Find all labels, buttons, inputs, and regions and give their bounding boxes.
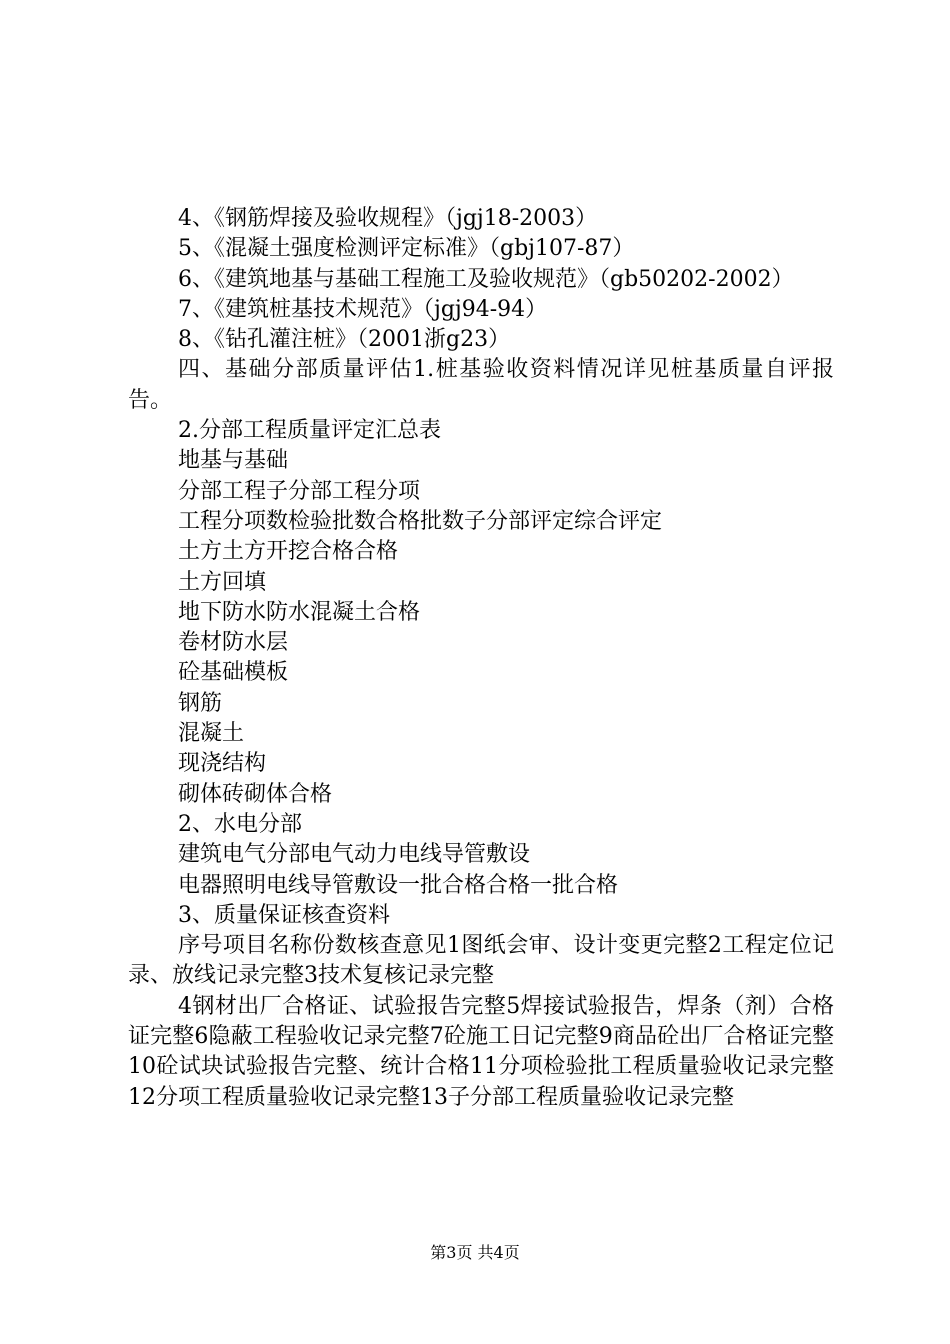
paragraph-15: 砼基础模板 — [178, 660, 289, 686]
paragraph-1: 4、《钢筋焊接及验收规程》（jgj18-2003） — [178, 206, 598, 231]
paragraph-17: 混凝土 — [178, 721, 245, 747]
paragraph-4: 7、《建筑桩基技术规范》（jgj94-94） — [178, 296, 548, 322]
paragraph-22: 电器照明电线导管敷设一批合格合格一批合格 — [178, 872, 619, 898]
document-body — [128, 204, 834, 1113]
paragraph-10: 工程分项数检验批数合格批数子分部评定综合评定 — [178, 508, 663, 534]
paragraph-9: 分部工程子分部工程分项 — [178, 478, 421, 504]
paragraph-18: 现浇结构 — [178, 751, 267, 777]
paragraph-21: 建筑电气分部电气动力电线导管敷设 — [178, 842, 531, 868]
paragraph-23: 3、质量保证核查资料 — [178, 902, 390, 928]
page-number-label: 第3页 共4页 — [430, 1243, 520, 1262]
paragraph-7: 2.分部工程质量评定汇总表 — [178, 418, 441, 444]
paragraph-25: 4钢材出厂合格证、试验报告完整5焊接试验报告，焊条（剂）合格证完整6隐蔽工程验收记录完整7砼施工日记完整9商品砼出厂合格证完整10砼试块试验报告完整、统计合格11分项检验批工程质量验收记录完整12分项工程质量验收记录完整13子分部工程质量验收记录完整 — [128, 993, 834, 1110]
paragraph-16: 钢筋 — [178, 690, 223, 716]
paragraph-5: 8、《钻孔灌注桩》（2001浙g23） — [178, 327, 511, 353]
paragraph-3: 6、《建筑地基与基础工程施工及验收规范》（gb50202-2002） — [178, 266, 794, 292]
paragraph-24: 序号项目名称份数核查意见1图纸会审、设计变更完整2工程定位记录、放线记录完整3技术复核记录完整 — [128, 933, 834, 989]
paragraph-19: 砌体砖砌体合格 — [178, 781, 333, 807]
paragraph-20: 2、水电分部 — [178, 811, 302, 837]
paragraph-11: 土方土方开挖合格合格 — [178, 539, 399, 565]
paragraph-6: 四、基础分部质量评估1.桩基验收资料情况详见桩基质量自评报告。 — [128, 357, 834, 413]
paragraph-13: 地下防水防水混凝土合格 — [178, 599, 421, 625]
paragraph-2: 5、《混凝土强度检测评定标准》（gbj107-87） — [178, 236, 635, 262]
paragraph-12: 土方回填 — [178, 569, 267, 595]
paragraph-14: 卷材防水层 — [178, 630, 289, 656]
page-footer — [0, 1243, 950, 1263]
paragraph-8: 地基与基础 — [178, 448, 289, 474]
